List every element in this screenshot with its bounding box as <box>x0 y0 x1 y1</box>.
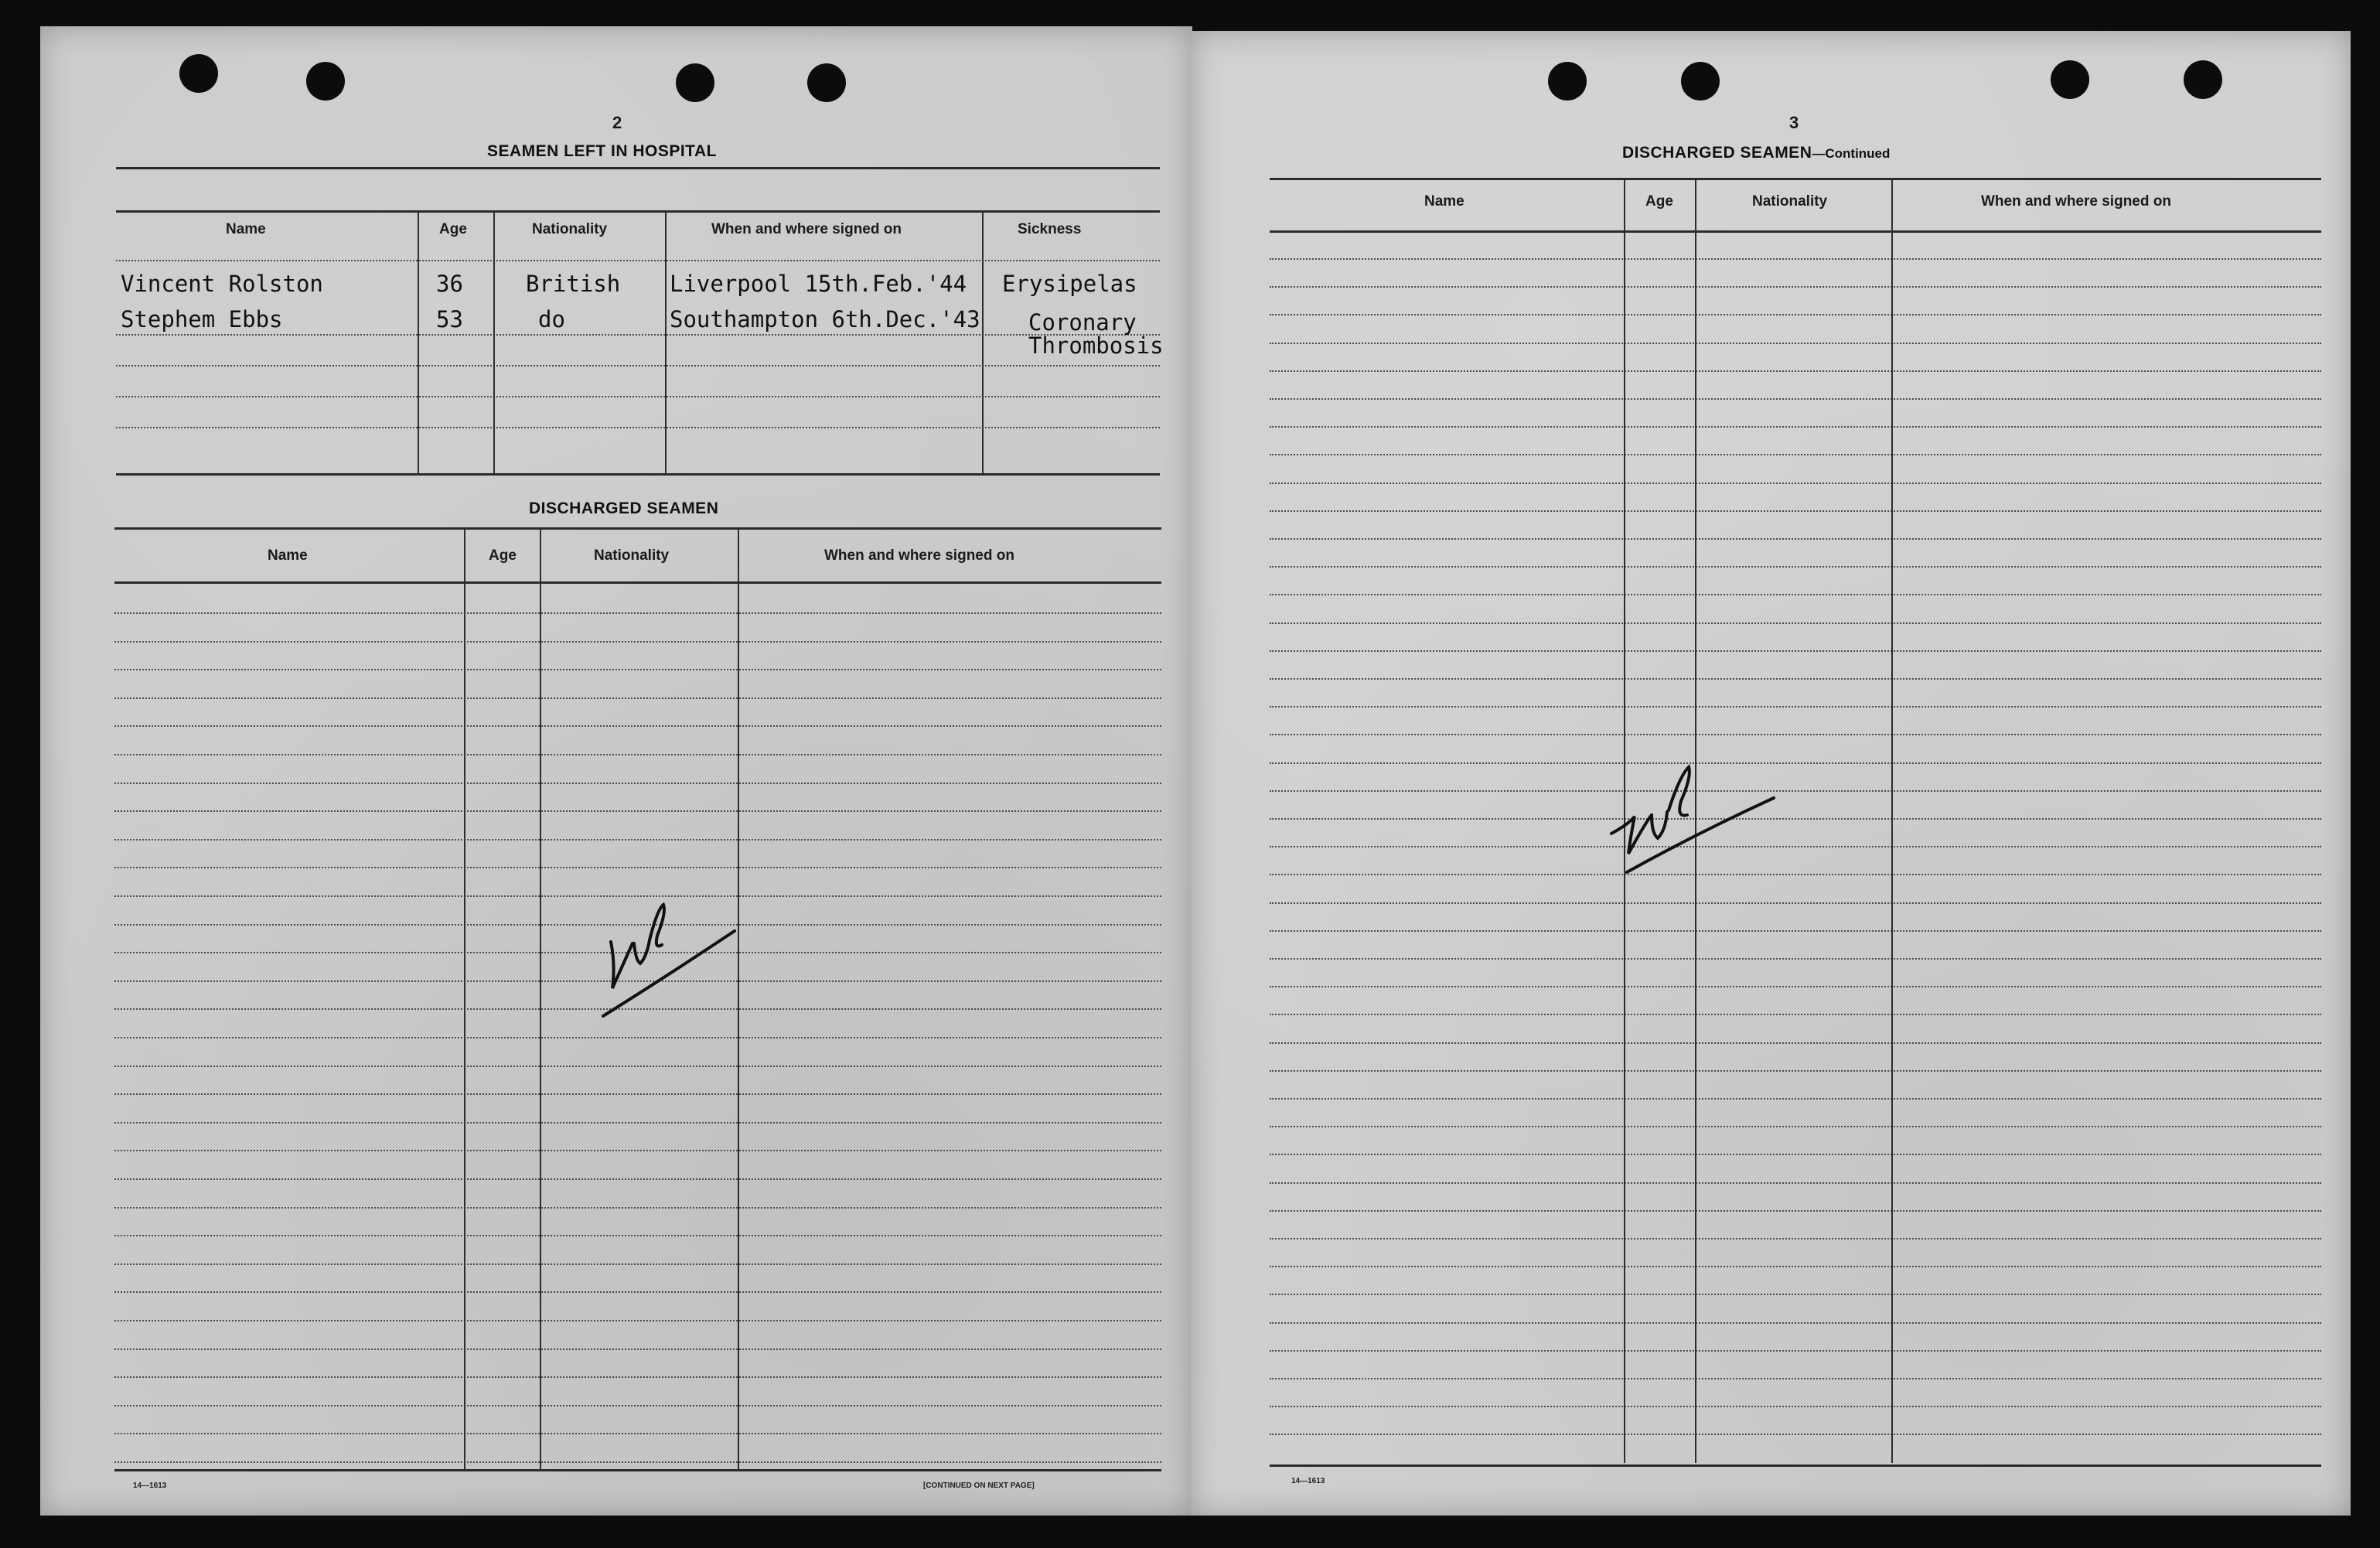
handwritten-initials <box>597 892 790 1031</box>
row-line <box>116 260 1160 261</box>
punch-hole <box>2051 60 2089 99</box>
table-rule <box>1270 230 2321 233</box>
column-divider <box>493 210 495 473</box>
row-line <box>114 1235 1161 1236</box>
row-line <box>1270 1070 2321 1072</box>
column-header-name: Name <box>1424 193 1464 210</box>
seaman-sickness: Coronary <box>1028 309 1137 336</box>
row-line <box>1270 1210 2321 1212</box>
row-line <box>116 427 1160 428</box>
column-header-name: Name <box>268 547 308 564</box>
row-line <box>1270 482 2321 484</box>
row-line <box>1270 1350 2321 1352</box>
row-line <box>1270 958 2321 960</box>
row-line <box>114 697 1161 699</box>
table-rule <box>116 167 1160 169</box>
seaman-sickness: Erysipelas <box>1002 271 1137 297</box>
row-line <box>114 612 1161 614</box>
column-header-signed-on: When and where signed on <box>824 547 1014 564</box>
row-line <box>1270 1182 2321 1184</box>
row-line <box>114 1376 1161 1378</box>
row-line <box>1270 370 2321 372</box>
row-line <box>1270 650 2321 652</box>
handwritten-initials <box>1604 756 1805 888</box>
continued-note: [CONTINUED ON NEXT PAGE] <box>923 1482 1035 1490</box>
column-header-sickness: Sickness <box>1018 221 1082 237</box>
column-header-name: Name <box>226 221 266 237</box>
seaman-signed-on: Southampton 6th.Dec.'43 <box>670 306 980 332</box>
punch-hole <box>676 63 714 102</box>
column-header-nationality: Nationality <box>594 547 670 564</box>
punch-hole <box>306 62 345 101</box>
row-line <box>1270 1042 2321 1044</box>
row-line <box>1270 734 2321 735</box>
row-line <box>1270 314 2321 315</box>
row-line <box>1270 1014 2321 1015</box>
row-line <box>1270 930 2321 932</box>
row-line <box>114 1150 1161 1151</box>
column-header-signed-on: When and where signed on <box>1981 193 2171 210</box>
table-rule <box>1270 1464 2321 1467</box>
seaman-age: 53 <box>436 306 463 332</box>
seaman-signed-on: Liverpool 15th.Feb.'44 <box>670 271 967 297</box>
right-page <box>1191 31 2351 1516</box>
row-line <box>114 1178 1161 1180</box>
row-line <box>1270 426 2321 428</box>
row-line <box>114 810 1161 812</box>
column-divider <box>464 527 465 1469</box>
row-line <box>1270 566 2321 568</box>
discharged-section-title: DISCHARGED SEAMEN <box>529 500 719 517</box>
punch-hole <box>1548 62 1587 101</box>
row-line <box>116 365 1160 367</box>
form-number: 14—1613 <box>1291 1477 1325 1485</box>
column-header-nationality: Nationality <box>532 221 608 237</box>
row-line <box>1270 286 2321 288</box>
row-line <box>114 1349 1161 1350</box>
row-line <box>114 754 1161 755</box>
column-header-age: Age <box>439 221 467 237</box>
row-line <box>1270 538 2321 540</box>
column-divider <box>418 210 419 473</box>
table-rule <box>114 1469 1161 1471</box>
row-line <box>1270 1322 2321 1324</box>
seaman-name: Vincent Rolston <box>121 271 323 297</box>
page-number: 2 <box>612 113 622 132</box>
row-line <box>114 641 1161 643</box>
row-line <box>114 1263 1161 1265</box>
row-line <box>1270 1266 2321 1267</box>
column-header-signed-on: When and where signed on <box>711 221 902 237</box>
table-rule <box>116 210 1160 213</box>
row-line <box>1270 1098 2321 1100</box>
left-page <box>40 26 1192 1516</box>
row-line <box>1270 986 2321 987</box>
row-line <box>1270 1154 2321 1155</box>
table-rule <box>116 473 1160 476</box>
row-line <box>114 867 1161 868</box>
seaman-age: 36 <box>436 271 463 297</box>
row-line <box>114 1433 1161 1434</box>
row-line <box>114 1066 1161 1067</box>
row-line <box>116 334 1160 336</box>
row-line <box>114 1122 1161 1123</box>
punch-hole <box>807 63 846 102</box>
seaman-name: Stephem Ebbs <box>121 306 283 332</box>
row-line <box>1270 1406 2321 1407</box>
hospital-section-title: SEAMEN LEFT IN HOSPITAL <box>487 142 717 160</box>
form-number: 14—1613 <box>133 1482 167 1490</box>
row-line <box>114 1405 1161 1406</box>
column-divider <box>982 210 984 473</box>
punch-hole <box>179 54 218 93</box>
page-title: DISCHARGED SEAMEN—Continued <box>1622 144 1891 162</box>
row-line <box>1270 1238 2321 1239</box>
column-header-age: Age <box>489 547 517 564</box>
row-line <box>1270 1434 2321 1435</box>
row-line <box>114 783 1161 784</box>
column-divider <box>1891 178 1893 1463</box>
seaman-nationality: British <box>526 271 621 297</box>
row-line <box>1270 706 2321 708</box>
row-line <box>1270 902 2321 904</box>
seaman-nationality: do <box>538 306 565 332</box>
row-line <box>114 1461 1161 1463</box>
row-line <box>114 1037 1161 1038</box>
page-number: 3 <box>1789 113 1799 132</box>
row-line <box>114 1207 1161 1209</box>
row-line <box>1270 622 2321 624</box>
row-line <box>1270 398 2321 400</box>
row-line <box>1270 594 2321 595</box>
row-line <box>114 669 1161 670</box>
column-header-age: Age <box>1645 193 1673 210</box>
table-rule <box>114 581 1161 584</box>
row-line <box>114 1291 1161 1293</box>
row-line <box>1270 343 2321 344</box>
row-line <box>1270 1294 2321 1295</box>
row-line <box>1270 510 2321 512</box>
row-line <box>114 839 1161 840</box>
column-divider <box>665 210 667 473</box>
row-line <box>114 1320 1161 1321</box>
row-line <box>1270 1378 2321 1379</box>
column-divider <box>540 527 541 1469</box>
row-line <box>1270 454 2321 455</box>
seaman-sickness-continued: Thrombosis <box>1028 332 1164 359</box>
row-line <box>1270 258 2321 260</box>
row-line <box>114 1093 1161 1095</box>
punch-hole <box>2184 60 2222 99</box>
table-rule <box>114 527 1161 530</box>
column-header-nationality: Nationality <box>1752 193 1828 210</box>
row-line <box>1270 678 2321 680</box>
row-line <box>114 725 1161 727</box>
row-line <box>1270 1126 2321 1127</box>
table-rule <box>1270 178 2321 180</box>
row-line <box>116 396 1160 397</box>
punch-hole <box>1681 62 1720 101</box>
